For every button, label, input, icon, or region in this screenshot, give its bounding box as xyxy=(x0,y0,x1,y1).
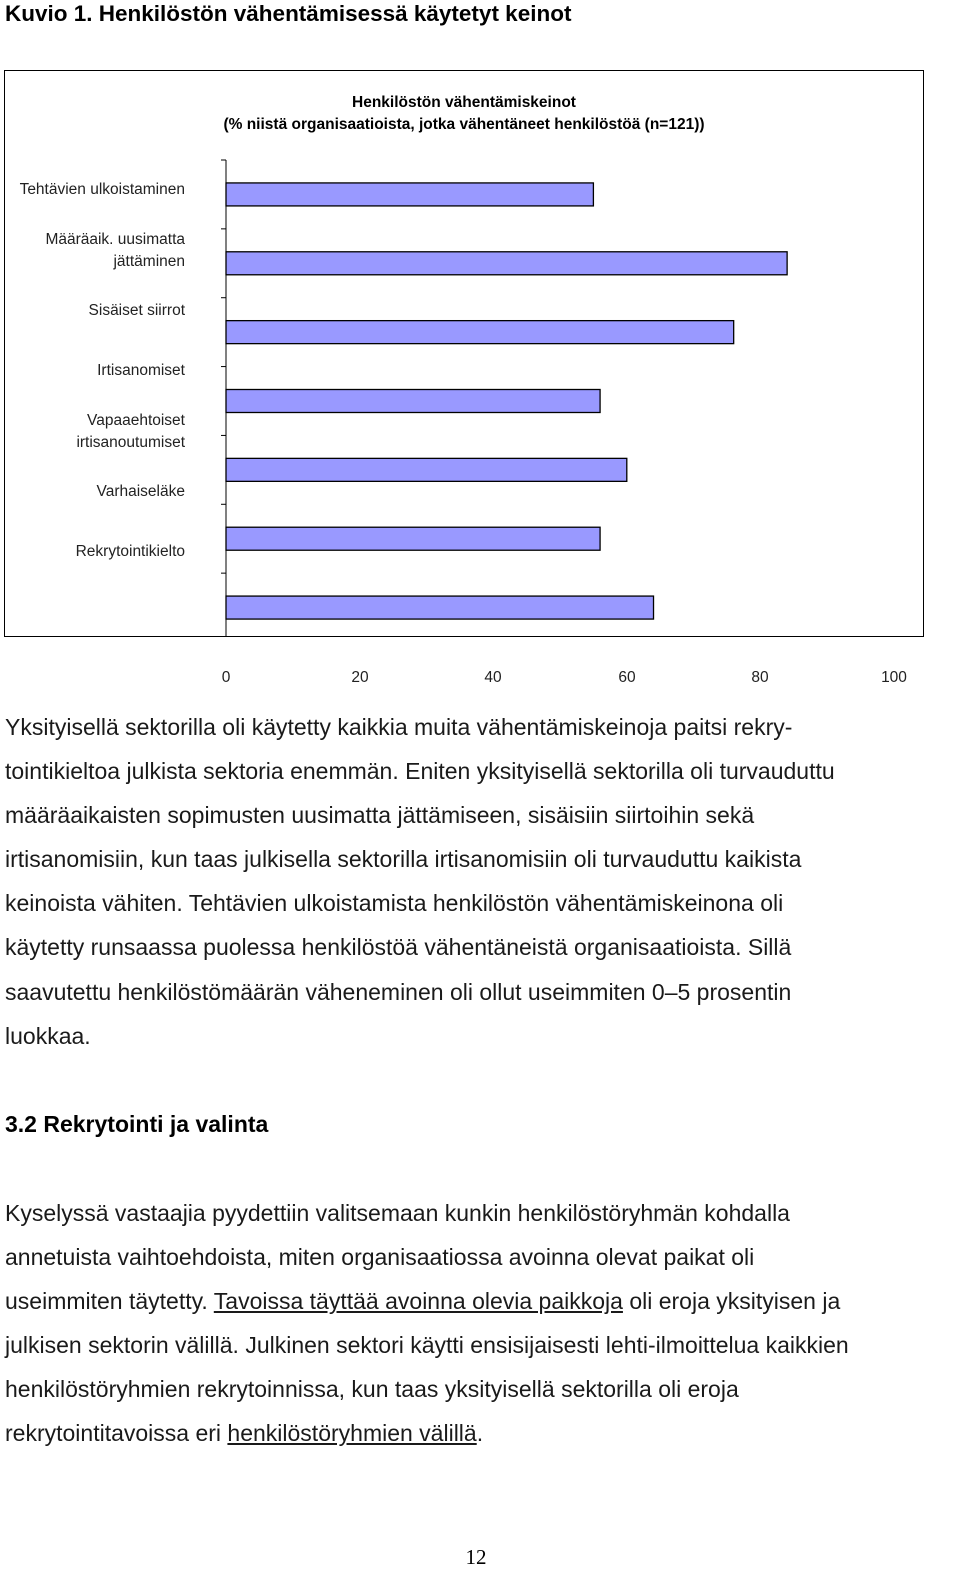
category-label: Määräaik. uusimatta jättäminen xyxy=(45,231,185,270)
bar xyxy=(226,527,600,550)
category-label: Varhaiseläke xyxy=(96,483,185,500)
text-line: annetuista vaihtoehdoista, miten organisaatiossa avoinna olevat paikat oli xyxy=(5,1244,755,1271)
chart-title: Henkilöstön vähentämiskeinot xyxy=(352,94,576,111)
text-line: irtisanomisiin, kun taas julkisella sektorilla irtisanomisiin oli turvauduttu kaikista xyxy=(5,846,802,873)
bar xyxy=(226,596,654,619)
underlined-phrase: Tavoissa täyttää avoinna olevia paikkoja xyxy=(213,1288,623,1315)
bar xyxy=(226,252,787,275)
category-label: Rekrytointikielto xyxy=(75,543,185,560)
x-tick-label: 60 xyxy=(618,669,636,686)
text-span: . xyxy=(476,1420,484,1447)
text-line: luokkaa. xyxy=(5,1022,91,1049)
text-line: henkilöstöryhmien rekrytoinnissa, kun taas yksityisellä sektorilla oli eroja xyxy=(5,1376,739,1403)
figure-caption: Kuvio 1. Henkilöstön vähentämisessä käytetyt keinot xyxy=(5,1,572,26)
text-line: Yksityisellä sektorilla oli käytetty kaikkia muita vähentämiskeinoja paitsi rekry- xyxy=(5,714,793,740)
category-label: Tehtävien ulkoistaminen xyxy=(19,181,185,198)
x-tick-label: 0 xyxy=(221,669,231,686)
text-span: oli eroja yksityisen ja xyxy=(622,1288,841,1315)
bar xyxy=(226,458,627,481)
x-tick-label: 100 xyxy=(881,669,907,686)
text-line: keinoista vähiten. Tehtävien ulkoistamista henkilöstön vähentämiskeinona oli xyxy=(5,890,784,917)
x-tick-label: 80 xyxy=(751,669,769,686)
text-line: määräaikaisten sopimusten uusimatta jättämiseen, sisäisiin siirtoihin sekä xyxy=(5,802,755,829)
text-span: useimmiten täytetty. xyxy=(5,1288,214,1315)
bar xyxy=(226,321,734,344)
text-line: tointikieltoa julkista sektoria enemmän. Eniten yksityisellä sektorilla oli turvauduttu xyxy=(5,758,835,785)
text-line: julkisen sektorin välillä. Julkinen sektori käytti ensisijaisesti lehti-ilmoittelua kaikkien xyxy=(5,1332,849,1359)
text-line: saavutettu henkilöstömäärän väheneminen oli ollut useimmiten 0–5 prosentin xyxy=(5,978,792,1005)
section-heading: 3.2 Rekrytointi ja valinta xyxy=(5,1111,269,1137)
bar xyxy=(226,390,600,413)
paragraph-workforce-reduction xyxy=(5,705,947,1058)
text-line: Kyselyssä vastaajia pyydettiin valitsemaan kunkin henkilöstöryhmän kohdalla xyxy=(5,1200,790,1226)
x-tick-label: 40 xyxy=(484,669,502,686)
bar-chart xyxy=(4,70,924,686)
text-line: käytetty runsaassa puolessa henkilöstöä vähentäneistä organisaatioista. Sillä xyxy=(5,934,792,961)
chart-subtitle: (% niistä organisaatioista, jotka vähentäneet henkilöstöä (n=121)) xyxy=(223,116,705,133)
category-label: Sisäiset siirrot xyxy=(88,302,185,319)
underlined-phrase: henkilöstöryhmien välillä xyxy=(227,1420,477,1447)
paragraph-recruitment xyxy=(5,1191,947,1456)
text-span: rekrytointitavoissa eri xyxy=(5,1420,228,1447)
category-label: Irtisanomiset xyxy=(97,362,185,379)
page-number: 12 xyxy=(465,1545,487,1569)
bar xyxy=(226,183,593,206)
category-label: Vapaaehtoiset irtisanoutumiset xyxy=(76,412,185,451)
text-line xyxy=(5,1411,947,1455)
text-line xyxy=(5,1279,947,1323)
x-tick-label: 20 xyxy=(351,669,369,686)
